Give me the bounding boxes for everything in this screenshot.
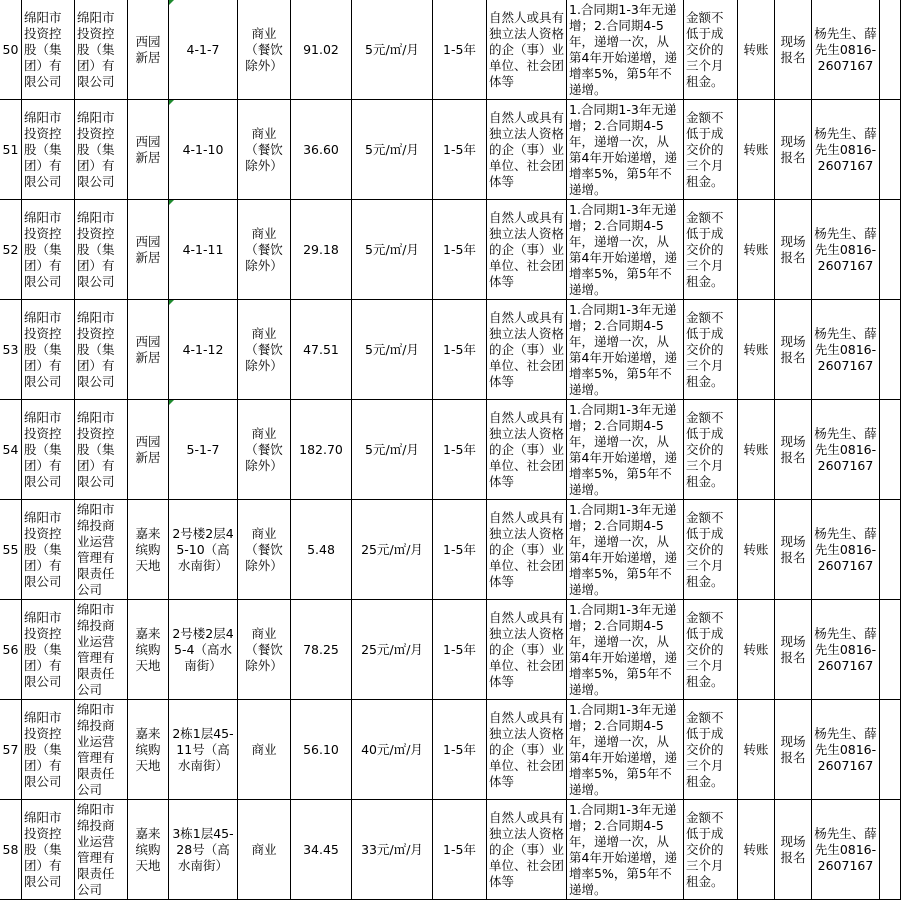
increase-terms-cell[interactable] [567,200,684,300]
room-cell[interactable] [169,0,238,100]
use-cell[interactable] [238,800,291,900]
contact-cell[interactable] [812,300,880,400]
empty-cell[interactable] [880,300,901,400]
unit-cell[interactable] [75,700,128,800]
table-row [0,600,901,700]
registration-cell-text: 现场报名 [780,33,806,65]
area-cell-text: 78.25 [303,641,339,657]
empty-cell[interactable] [880,500,901,600]
room-cell[interactable] [169,700,238,800]
increase-terms-cell-text: 1.合同期1-3年无递增；2.合同期4-5年，递增一次，从第4年开始递增，递增率5%，第5年不递增。 [569,601,677,697]
increase-terms-cell-text: 1.合同期1-3年无递增；2.合同期4-5年，递增一次，从第4年开始递增，递增率5%，第5年不递增。 [569,801,677,897]
increase-terms-cell[interactable] [567,300,684,400]
unit-cell-text: 绵阳市投资控股（集团）有限公司 [77,409,115,489]
unit-cell[interactable] [75,300,128,400]
contact-cell-text: 杨先生、薛先生0816-2607167 [814,225,877,273]
room-cell[interactable] [169,800,238,900]
empty-cell[interactable] [880,400,901,500]
location-cell-text: 西园新居 [135,133,161,165]
use-cell-text: 商业（餐饮除外） [245,625,283,673]
deposit-cell-text: 金额不低于成交价的三个月租金。 [686,9,724,89]
contact-cell-text: 杨先生、薛先生0816-2607167 [814,525,877,573]
deposit-cell-text: 金额不低于成交价的三个月租金。 [686,109,724,189]
registration-cell[interactable] [775,0,812,100]
area-cell[interactable] [291,400,352,500]
room-cell[interactable] [169,400,238,500]
payment-cell[interactable] [738,400,775,500]
price-cell-text: 5元/㎡/月 [365,41,419,57]
location-cell[interactable] [128,400,169,500]
table-row [0,800,901,900]
room-cell-text: 4-1-11 [182,241,224,257]
row-number[interactable] [0,400,22,500]
contact-cell[interactable] [812,200,880,300]
cell-note-marker-icon [169,100,174,105]
price-cell[interactable] [352,800,433,900]
room-cell[interactable] [169,300,238,400]
qualification-cell-text: 自然人或具有独立法人资格的企（事）业单位、社会团体等 [489,409,565,489]
owner-cell[interactable] [22,300,75,400]
registration-cell-text: 现场报名 [780,833,806,865]
registration-cell-text: 现场报名 [780,233,806,265]
use-cell[interactable] [238,100,291,200]
term-cell[interactable] [433,700,487,800]
use-cell-text: 商业 [251,841,277,857]
deposit-cell-text: 金额不低于成交价的三个月租金。 [686,709,724,789]
location-cell-text: 西园新居 [135,233,161,265]
empty-cell[interactable] [880,600,901,700]
use-cell[interactable] [238,600,291,700]
table-row [0,0,901,100]
location-cell-text: 嘉来缤购天地 [135,625,161,673]
use-cell[interactable] [238,300,291,400]
unit-cell-text: 绵阳市投资控股（集团）有限公司 [77,109,115,189]
qualification-cell-text: 自然人或具有独立法人资格的企（事）业单位、社会团体等 [489,209,565,289]
unit-cell-text: 绵阳市绵投商业运营管理有限责任公司 [77,801,115,897]
use-cell-text: 商业（餐饮除外） [245,125,283,173]
use-cell[interactable] [238,200,291,300]
room-cell[interactable] [169,600,238,700]
empty-cell[interactable] [880,700,901,800]
row-number[interactable] [0,600,22,700]
owner-cell-text: 绵阳市投资控股（集团）有限公司 [24,609,62,689]
table-row [0,200,901,300]
location-cell[interactable] [128,800,169,900]
price-cell[interactable] [352,100,433,200]
payment-cell[interactable] [738,300,775,400]
price-cell-text: 25元/㎡/月 [361,541,423,557]
room-cell-text: 5-1-7 [186,441,220,457]
cell-note-marker-icon [169,400,174,405]
term-cell[interactable] [433,400,487,500]
contact-cell[interactable] [812,100,880,200]
unit-cell[interactable] [75,400,128,500]
owner-cell-text: 绵阳市投资控股（集团）有限公司 [24,9,62,89]
owner-cell[interactable] [22,500,75,600]
owner-cell-text: 绵阳市投资控股（集团）有限公司 [24,209,62,289]
owner-cell[interactable] [22,100,75,200]
area-cell-text: 36.60 [303,141,339,157]
price-cell[interactable] [352,500,433,600]
qualification-cell[interactable] [487,700,567,800]
qualification-cell-text: 自然人或具有独立法人资格的企（事）业单位、社会团体等 [489,109,565,189]
qualification-cell[interactable] [487,500,567,600]
location-cell-text: 嘉来缤购天地 [135,725,161,773]
area-cell-text: 29.18 [303,241,339,257]
price-cell-text: 25元/㎡/月 [361,641,423,657]
payment-cell[interactable] [738,800,775,900]
row-number[interactable] [0,800,22,900]
unit-cell[interactable] [75,500,128,600]
increase-terms-cell-text: 1.合同期1-3年无递增；2.合同期4-5年，递增一次，从第4年开始递增，递增率5%，第5年不递增。 [569,401,677,497]
room-cell-text: 4-1-12 [182,341,224,357]
owner-cell-text: 绵阳市投资控股（集团）有限公司 [24,109,62,189]
deposit-cell[interactable] [684,700,738,800]
area-cell[interactable] [291,200,352,300]
unit-cell-text: 绵阳市绵投商业运营管理有限责任公司 [77,501,115,597]
row-number-text: 55 [2,541,19,557]
price-cell-text: 5元/㎡/月 [365,441,419,457]
payment-cell-text: 转账 [743,41,769,57]
term-cell-text: 1-5年 [443,141,476,157]
qualification-cell-text: 自然人或具有独立法人资格的企（事）业单位、社会团体等 [489,809,565,889]
price-cell-text: 5元/㎡/月 [365,341,419,357]
area-cell[interactable] [291,300,352,400]
row-number[interactable] [0,0,22,100]
room-cell[interactable] [169,200,238,300]
table-row [0,300,901,400]
unit-cell-text: 绵阳市投资控股（集团）有限公司 [77,9,115,89]
location-cell-text: 西园新居 [135,33,161,65]
contact-cell-text: 杨先生、薛先生0816-2607167 [814,25,877,73]
area-cell-text: 47.51 [303,341,339,357]
use-cell-text: 商业（餐饮除外） [245,325,283,373]
deposit-cell-text: 金额不低于成交价的三个月租金。 [686,309,724,389]
unit-cell[interactable] [75,0,128,100]
registration-cell[interactable] [775,800,812,900]
deposit-cell[interactable] [684,500,738,600]
location-cell[interactable] [128,300,169,400]
row-number[interactable] [0,700,22,800]
unit-cell-text: 绵阳市绵投商业运营管理有限责任公司 [77,701,115,797]
increase-terms-cell-text: 1.合同期1-3年无递增；2.合同期4-5年，递增一次，从第4年开始递增，递增率5%，第5年不递增。 [569,101,677,197]
location-cell[interactable] [128,100,169,200]
payment-cell[interactable] [738,200,775,300]
empty-cell[interactable] [880,100,901,200]
row-number-text: 50 [2,41,19,57]
owner-cell[interactable] [22,800,75,900]
row-number[interactable] [0,100,22,200]
room-cell-text: 4-1-7 [186,41,220,57]
registration-cell-text: 现场报名 [780,533,806,565]
term-cell-text: 1-5年 [443,641,476,657]
increase-terms-cell-text: 1.合同期1-3年无递增；2.合同期4-5年，递增一次，从第4年开始递增，递增率5%，第5年不递增。 [569,301,677,397]
payment-cell-text: 转账 [743,541,769,557]
table-row [0,400,901,500]
empty-cell[interactable] [880,200,901,300]
payment-cell-text: 转账 [743,341,769,357]
row-number[interactable] [0,300,22,400]
use-cell-text: 商业（餐饮除外） [245,425,283,473]
cell-note-marker-icon [169,300,174,305]
qualification-cell[interactable] [487,300,567,400]
contact-cell[interactable] [812,600,880,700]
owner-cell-text: 绵阳市投资控股（集团）有限公司 [24,309,62,389]
registration-cell-text: 现场报名 [780,633,806,665]
term-cell-text: 1-5年 [443,41,476,57]
qualification-cell[interactable] [487,800,567,900]
payment-cell[interactable] [738,700,775,800]
deposit-cell-text: 金额不低于成交价的三个月租金。 [686,809,724,889]
table-row [0,700,901,800]
registration-cell[interactable] [775,500,812,600]
contact-cell[interactable] [812,400,880,500]
price-cell[interactable] [352,200,433,300]
increase-terms-cell[interactable] [567,500,684,600]
qualification-cell[interactable] [487,600,567,700]
increase-terms-cell-text: 1.合同期1-3年无递增；2.合同期4-5年，递增一次，从第4年开始递增，递增率5%，第5年不递增。 [569,201,677,297]
price-cell[interactable] [352,400,433,500]
area-cell[interactable] [291,100,352,200]
term-cell[interactable] [433,800,487,900]
room-cell[interactable] [169,500,238,600]
row-number-text: 58 [2,841,19,857]
deposit-cell-text: 金额不低于成交价的三个月租金。 [686,209,724,289]
payment-cell-text: 转账 [743,241,769,257]
location-cell-text: 西园新居 [135,333,161,365]
unit-cell-text: 绵阳市投资控股（集团）有限公司 [77,209,115,289]
area-cell[interactable] [291,800,352,900]
term-cell-text: 1-5年 [443,241,476,257]
area-cell[interactable] [291,0,352,100]
qualification-cell-text: 自然人或具有独立法人资格的企（事）业单位、社会团体等 [489,509,565,589]
area-cell[interactable] [291,600,352,700]
location-cell-text: 嘉来缤购天地 [135,825,161,873]
price-cell-text: 5元/㎡/月 [365,141,419,157]
deposit-cell[interactable] [684,100,738,200]
unit-cell[interactable] [75,200,128,300]
room-cell-text: 2号楼2层45-10（高水南街） [172,525,234,573]
increase-terms-cell-text: 1.合同期1-3年无递增；2.合同期4-5年，递增一次，从第4年开始递增，递增率5%，第5年不递增。 [569,701,677,797]
owner-cell[interactable] [22,400,75,500]
row-number[interactable] [0,200,22,300]
term-cell-text: 1-5年 [443,341,476,357]
qualification-cell[interactable] [487,200,567,300]
table-row [0,100,901,200]
deposit-cell[interactable] [684,400,738,500]
owner-cell-text: 绵阳市投资控股（集团）有限公司 [24,809,62,889]
owner-cell-text: 绵阳市投资控股（集团）有限公司 [24,709,62,789]
area-cell-text: 56.10 [303,741,339,757]
contact-cell[interactable] [812,0,880,100]
registration-cell-text: 现场报名 [780,433,806,465]
term-cell[interactable] [433,0,487,100]
qualification-cell-text: 自然人或具有独立法人资格的企（事）业单位、社会团体等 [489,9,565,89]
use-cell-text: 商业（餐饮除外） [245,225,283,273]
use-cell[interactable] [238,700,291,800]
payment-cell[interactable] [738,600,775,700]
increase-terms-cell[interactable] [567,700,684,800]
use-cell-text: 商业（餐饮除外） [245,525,283,573]
increase-terms-cell-text: 1.合同期1-3年无递增；2.合同期4-5年，递增一次，从第4年开始递增，递增率5%，第5年不递增。 [569,501,677,597]
increase-terms-cell[interactable] [567,600,684,700]
room-cell-text: 3栋1层45-28号（高水南街） [172,825,234,873]
row-number-text: 51 [2,141,19,157]
price-cell[interactable] [352,600,433,700]
unit-cell-text: 绵阳市投资控股（集团）有限公司 [77,309,115,389]
registration-cell[interactable] [775,700,812,800]
deposit-cell[interactable] [684,800,738,900]
location-cell[interactable] [128,0,169,100]
location-cell[interactable] [128,500,169,600]
term-cell[interactable] [433,100,487,200]
term-cell[interactable] [433,500,487,600]
term-cell[interactable] [433,300,487,400]
qualification-cell[interactable] [487,400,567,500]
room-cell-text: 2号楼2层45-4（高水南街） [172,625,234,673]
registration-cell-text: 现场报名 [780,133,806,165]
table-row [0,500,901,600]
use-cell[interactable] [238,500,291,600]
contact-cell[interactable] [812,700,880,800]
area-cell-text: 34.45 [303,841,339,857]
payment-cell-text: 转账 [743,841,769,857]
contact-cell-text: 杨先生、薛先生0816-2607167 [814,325,877,373]
price-cell[interactable] [352,0,433,100]
price-cell-text: 5元/㎡/月 [365,241,419,257]
qualification-cell-text: 自然人或具有独立法人资格的企（事）业单位、社会团体等 [489,709,565,789]
area-cell-text: 5.48 [307,541,335,557]
deposit-cell[interactable] [684,600,738,700]
contact-cell[interactable] [812,800,880,900]
unit-cell[interactable] [75,100,128,200]
empty-cell[interactable] [880,800,901,900]
qualification-cell-text: 自然人或具有独立法人资格的企（事）业单位、社会团体等 [489,309,565,389]
payment-cell[interactable] [738,100,775,200]
area-cell[interactable] [291,500,352,600]
area-cell[interactable] [291,700,352,800]
use-cell-text: 商业 [251,741,277,757]
price-cell[interactable] [352,700,433,800]
registration-cell-text: 现场报名 [780,733,806,765]
owner-cell[interactable] [22,600,75,700]
increase-terms-cell[interactable] [567,800,684,900]
cell-note-marker-icon [169,0,174,5]
room-cell[interactable] [169,100,238,200]
row-number[interactable] [0,500,22,600]
contact-cell-text: 杨先生、薛先生0816-2607167 [814,125,877,173]
registration-cell[interactable] [775,300,812,400]
payment-cell-text: 转账 [743,641,769,657]
payment-cell[interactable] [738,0,775,100]
increase-terms-cell-text: 1.合同期1-3年无递增；2.合同期4-5年，递增一次，从第4年开始递增，递增率5%，第5年不递增。 [569,1,677,97]
owner-cell[interactable] [22,0,75,100]
term-cell-text: 1-5年 [443,441,476,457]
location-cell[interactable] [128,600,169,700]
area-cell-text: 182.70 [299,441,343,457]
location-cell-text: 西园新居 [135,433,161,465]
location-cell-text: 嘉来缤购天地 [135,525,161,573]
price-cell[interactable] [352,300,433,400]
term-cell[interactable] [433,200,487,300]
term-cell-text: 1-5年 [443,841,476,857]
empty-cell[interactable] [880,0,901,100]
price-cell-text: 33元/㎡/月 [361,841,423,857]
unit-cell[interactable] [75,600,128,700]
registration-cell[interactable] [775,600,812,700]
room-cell-text: 4-1-10 [182,141,224,157]
location-cell[interactable] [128,700,169,800]
deposit-cell-text: 金额不低于成交价的三个月租金。 [686,509,724,589]
area-cell-text: 91.02 [303,41,339,57]
registration-cell-text: 现场报名 [780,333,806,365]
use-cell[interactable] [238,400,291,500]
location-cell[interactable] [128,200,169,300]
row-number-text: 53 [2,341,19,357]
payment-cell-text: 转账 [743,141,769,157]
row-number-text: 57 [2,741,19,757]
registration-cell[interactable] [775,200,812,300]
qualification-cell-text: 自然人或具有独立法人资格的企（事）业单位、社会团体等 [489,609,565,689]
term-cell-text: 1-5年 [443,541,476,557]
row-number-text: 54 [2,441,19,457]
payment-cell-text: 转账 [743,441,769,457]
owner-cell-text: 绵阳市投资控股（集团）有限公司 [24,409,62,489]
deposit-cell[interactable] [684,0,738,100]
unit-cell[interactable] [75,800,128,900]
term-cell[interactable] [433,600,487,700]
payment-cell-text: 转账 [743,741,769,757]
contact-cell[interactable] [812,500,880,600]
deposit-cell-text: 金额不低于成交价的三个月租金。 [686,409,724,489]
term-cell-text: 1-5年 [443,741,476,757]
row-number-text: 52 [2,241,19,257]
qualification-cell[interactable] [487,100,567,200]
increase-terms-cell[interactable] [567,400,684,500]
room-cell-text: 2栋1层45-11号（高水南街） [172,725,234,773]
contact-cell-text: 杨先生、薛先生0816-2607167 [814,825,877,873]
qualification-cell[interactable] [487,0,567,100]
increase-terms-cell[interactable] [567,0,684,100]
price-cell-text: 40元/㎡/月 [361,741,423,757]
unit-cell-text: 绵阳市绵投商业运营管理有限责任公司 [77,601,115,697]
deposit-cell[interactable] [684,300,738,400]
contact-cell-text: 杨先生、薛先生0816-2607167 [814,625,877,673]
registration-cell[interactable] [775,400,812,500]
use-cell-text: 商业（餐饮除外） [245,25,283,73]
owner-cell-text: 绵阳市投资控股（集团）有限公司 [24,509,62,589]
row-number-text: 56 [2,641,19,657]
cell-note-marker-icon [169,200,174,205]
increase-terms-cell[interactable] [567,100,684,200]
deposit-cell-text: 金额不低于成交价的三个月租金。 [686,609,724,689]
payment-cell[interactable] [738,500,775,600]
contact-cell-text: 杨先生、薛先生0816-2607167 [814,725,877,773]
use-cell[interactable] [238,0,291,100]
owner-cell[interactable] [22,700,75,800]
owner-cell[interactable] [22,200,75,300]
registration-cell[interactable] [775,100,812,200]
contact-cell-text: 杨先生、薛先生0816-2607167 [814,425,877,473]
deposit-cell[interactable] [684,200,738,300]
